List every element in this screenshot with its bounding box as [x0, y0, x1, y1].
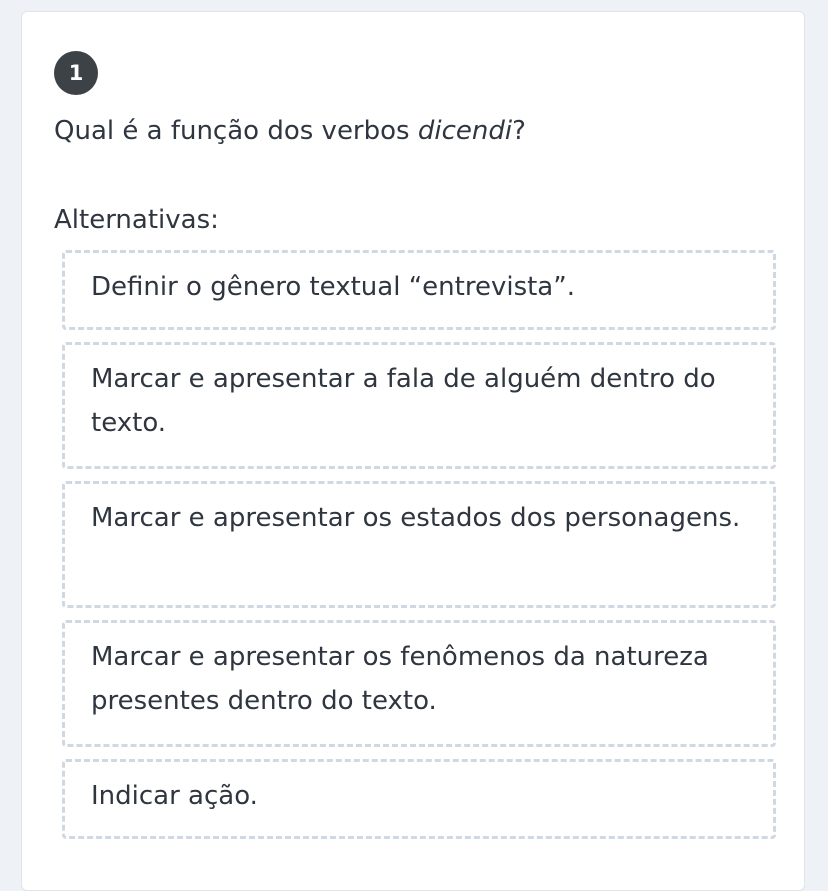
alternatives-label: Alternativas:: [54, 205, 219, 235]
question-text-italic: dicendi: [417, 116, 513, 146]
alternative-option-5[interactable]: [62, 759, 776, 839]
alternative-option-1[interactable]: [62, 250, 776, 330]
question-text-end: ?: [512, 116, 526, 146]
question-card: [21, 11, 805, 891]
alternative-option-label: Indicar ação.: [91, 781, 258, 811]
alternative-option-label: Marcar e apresentar os fenômenos da natureza presentes dentro do texto.: [91, 642, 709, 716]
alternative-option-4[interactable]: [62, 620, 776, 747]
alternative-option-label: Marcar e apresentar os estados dos personagens.: [91, 503, 741, 533]
alternative-option-label: Definir o gênero textual “entrevista”.: [91, 272, 575, 302]
alternative-option-label: Marcar e apresentar a fala de alguém dentro do texto.: [91, 364, 716, 438]
question-number: 1: [68, 61, 84, 85]
alternative-option-2[interactable]: [62, 342, 776, 469]
question-text-start: Qual é a função dos verbos: [54, 116, 418, 146]
question-text: [54, 112, 774, 150]
alternatives-list: [62, 250, 776, 851]
alternative-option-3[interactable]: [62, 481, 776, 608]
question-number-badge: [54, 51, 98, 95]
